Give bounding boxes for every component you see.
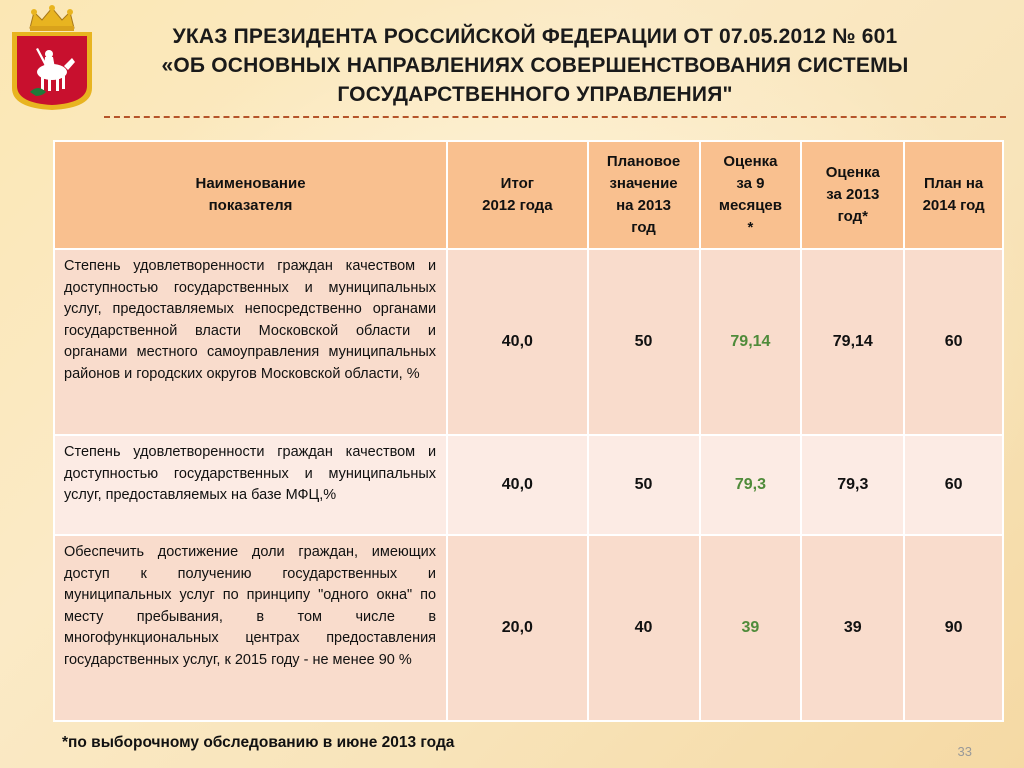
header-plan-2013: Плановое значение на 2013 год <box>588 141 700 249</box>
header-total-2012: Итог 2012 года <box>447 141 588 249</box>
estimate-2013-value: 39 <box>801 535 904 721</box>
table-row <box>54 435 1003 535</box>
page-title <box>110 22 960 109</box>
plan-2014-value: 60 <box>904 249 1003 435</box>
plan-2013-value: 50 <box>588 249 700 435</box>
footnote: *по выборочному обследованию в июне 2013 года <box>62 734 455 751</box>
title-line-2: «ОБ ОСНОВНЫХ НАПРАВЛЕНИЯХ СОВЕРШЕНСТВОВАНИЯ СИСТЕМЫ <box>161 54 909 77</box>
table-header-row <box>54 141 1003 249</box>
indicator-name: Обеспечить достижение доли граждан, имеющих доступ к получению государственных и муниципальных услуг по принципу "одного окна" по месту пребывания, в том числе в многофункциональных центрах предоставления государственных услуг, к 2015 году - не менее 90 % <box>54 535 447 721</box>
indicator-name: Степень удовлетворенности граждан качеством и доступностью государственных и муниципальных услуг, предоставляемых непосредственно органами государственной власти Московской области и органами местного самоуправления муниципальных районов и городских округов Московской области, % <box>54 249 447 435</box>
estimate-9-months-value: 79,14 <box>700 249 802 435</box>
plan-2013-value: 50 <box>588 435 700 535</box>
table-row <box>54 249 1003 435</box>
table-row <box>54 535 1003 721</box>
title-divider <box>104 116 1006 118</box>
header-indicator-name: Наименование показателя <box>54 141 447 249</box>
estimate-2013-value: 79,3 <box>801 435 904 535</box>
total-2012-value: 40,0 <box>447 249 588 435</box>
moscow-oblast-coat-of-arms-icon <box>8 4 96 112</box>
plan-2014-value: 90 <box>904 535 1003 721</box>
indicators-table <box>53 140 1004 722</box>
header-plan-2014: План на 2014 год <box>904 141 1003 249</box>
estimate-9-months-value: 79,3 <box>700 435 802 535</box>
indicator-name: Степень удовлетворенности граждан качеством и доступностью государственных и муниципальных услуг, предоставляемых на базе МФЦ,% <box>54 435 447 535</box>
plan-2014-value: 60 <box>904 435 1003 535</box>
total-2012-value: 20,0 <box>447 535 588 721</box>
page-number: 33 <box>957 744 972 759</box>
total-2012-value: 40,0 <box>447 435 588 535</box>
title-line-1: УКАЗ ПРЕЗИДЕНТА РОССИЙСКОЙ ФЕДЕРАЦИИ ОТ 07.05.2012 № 601 <box>172 25 898 48</box>
plan-2013-value: 40 <box>588 535 700 721</box>
header-estimate-2013: Оценка за 2013 год* <box>801 141 904 249</box>
estimate-2013-value: 79,14 <box>801 249 904 435</box>
title-line-3: ГОСУДАРСТВЕННОГО УПРАВЛЕНИЯ" <box>337 83 733 106</box>
header-estimate-9-months: Оценка за 9 месяцев * <box>700 141 802 249</box>
estimate-9-months-value: 39 <box>700 535 802 721</box>
